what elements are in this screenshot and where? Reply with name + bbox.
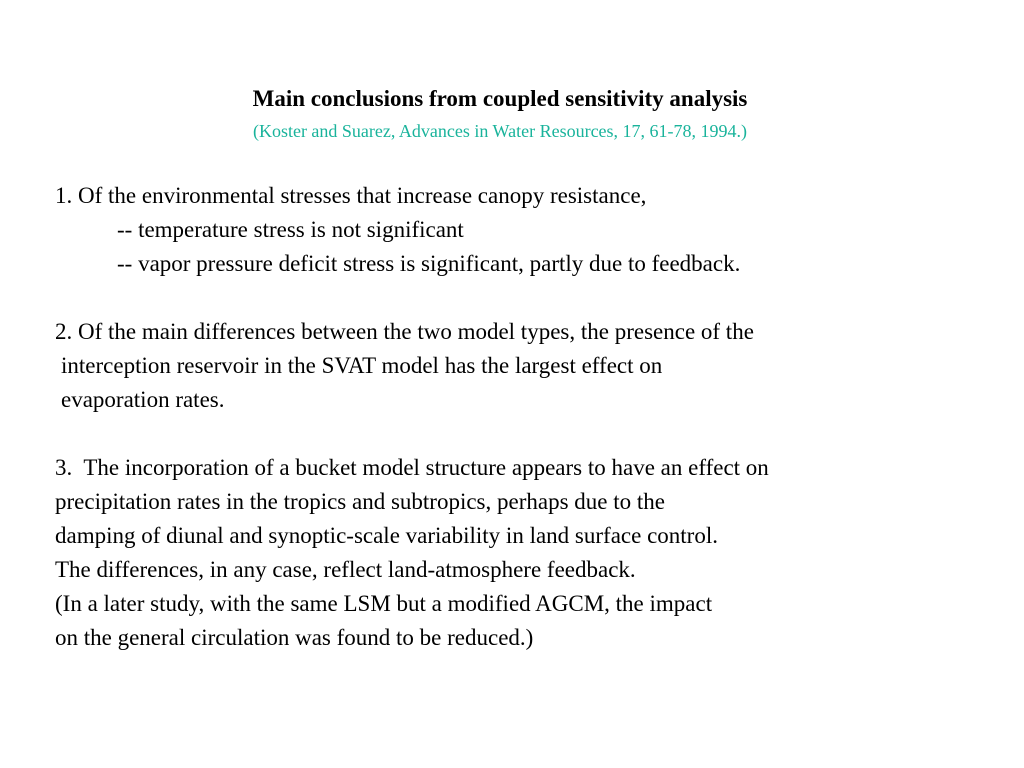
point-3-line-6: on the general circulation was found to be reduced.) [55, 625, 534, 650]
point-3-line-5: (In a later study, with the same LSM but a modified AGCM, the impact [55, 591, 713, 616]
point-1-line-3: -- vapor pressure deficit stress is significant, partly due to feedback. [117, 251, 741, 276]
point-3-line-1: 3. The incorporation of a bucket model structure appears to have an effect on [55, 455, 769, 480]
point-1-line-1: 1. Of the environmental stresses that increase canopy resistance, [55, 183, 647, 208]
point-3-line-3: damping of diunal and synoptic-scale variability in land surface control. [55, 523, 718, 548]
point-2-line-2: interception reservoir in the SVAT model has the largest effect on [61, 353, 663, 378]
point-3-line-4: The differences, in any case, reflect land-atmosphere feedback. [55, 557, 636, 582]
point-1-line-2: -- temperature stress is not significant [117, 217, 464, 242]
citation: (Koster and Suarez, Advances in Water Resources, 17, 61-78, 1994.) [252, 121, 748, 141]
point-2-line-3: evaporation rates. [61, 387, 225, 412]
point-3-line-2: precipitation rates in the tropics and subtropics, perhaps due to the [55, 489, 665, 514]
point-2-line-1: 2. Of the main differences between the two model types, the presence of the [55, 319, 754, 344]
slide-title: Main conclusions from coupled sensitivity analysis [252, 86, 748, 111]
